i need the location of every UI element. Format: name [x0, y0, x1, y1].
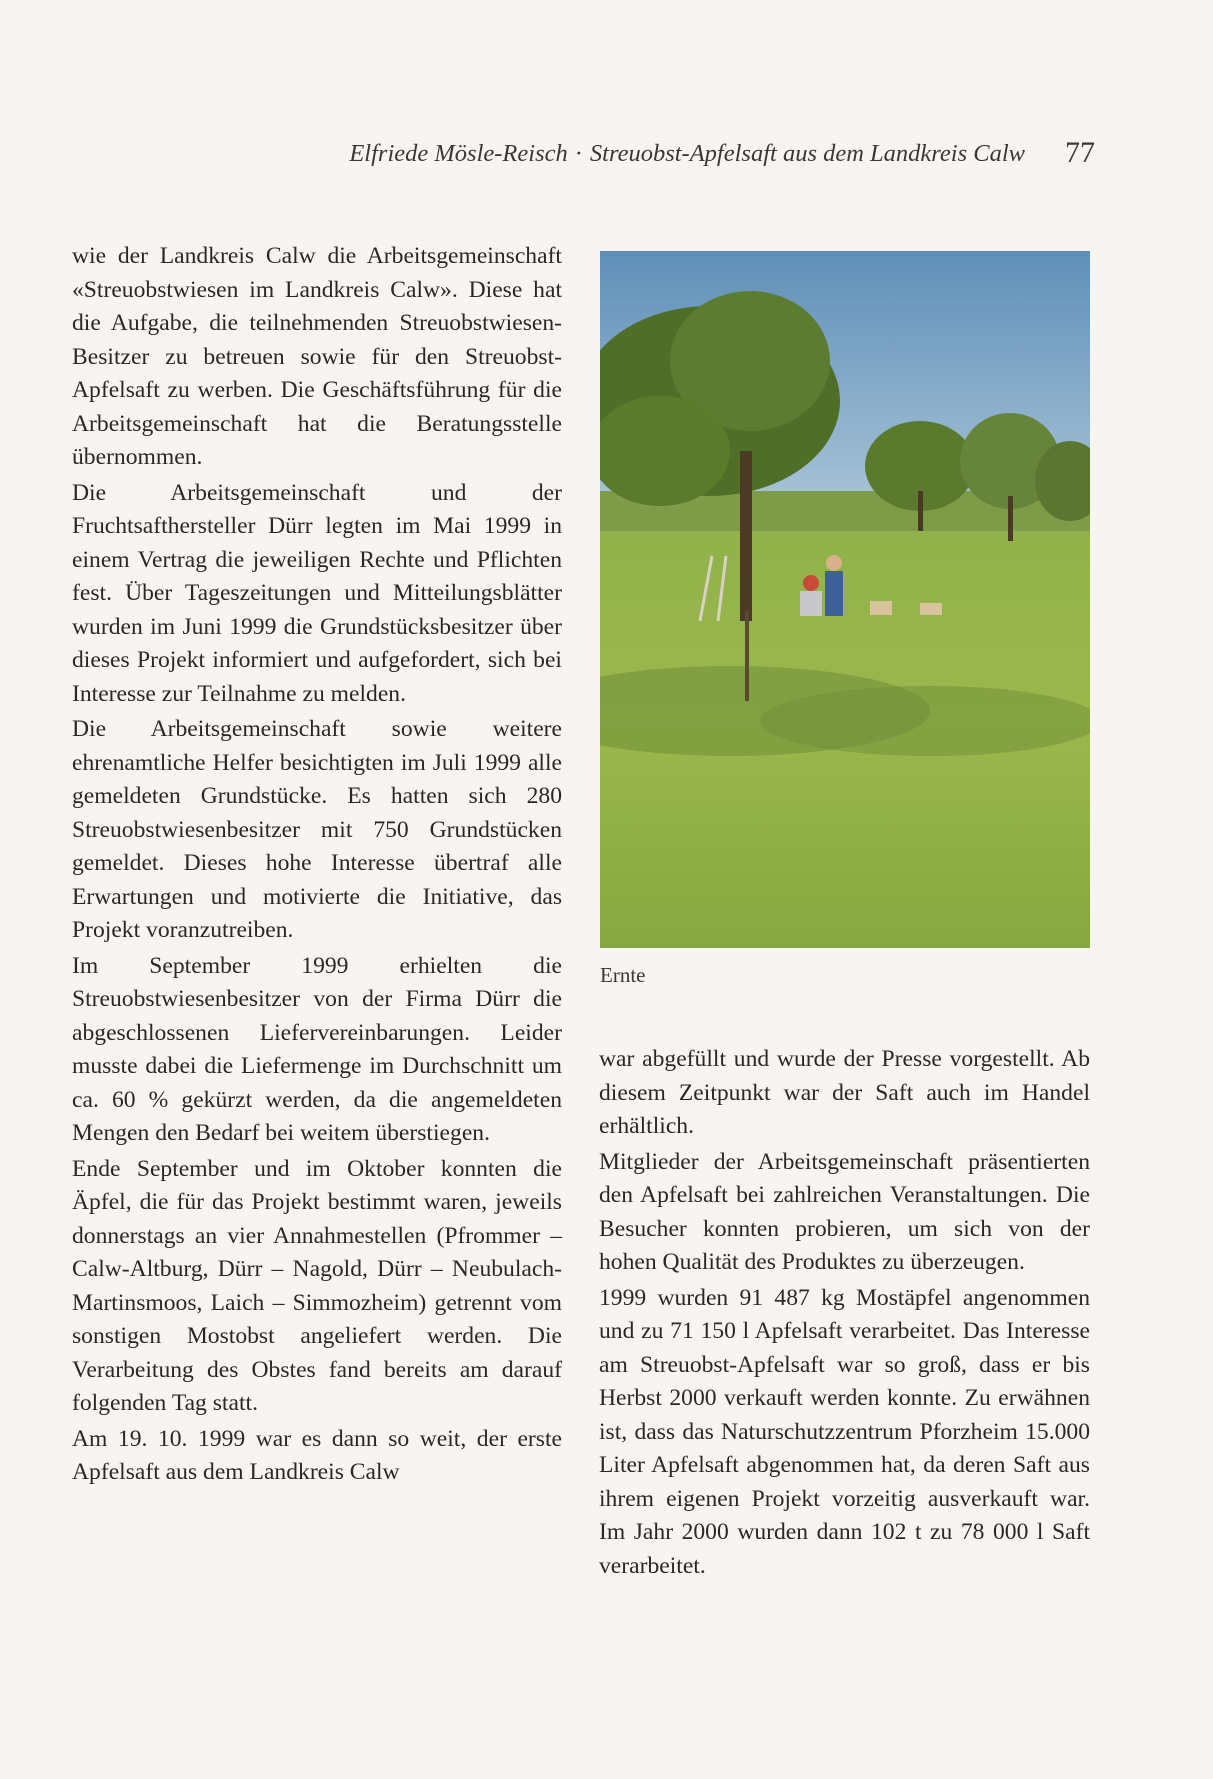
- left-column: [72, 240, 562, 1492]
- paragraph: Im September 1999 erhielten die Streuobstwiesenbesitzer von der Firma Dürr die abgeschlossenen Liefervereinbarungen. Leider musste dabei die Liefermenge im Durchschnitt um ca. 60 % gekürzt werden, da die angemeldeten Mengen den Bedarf bei weitem überstiegen.: [72, 952, 562, 1146]
- paragraph: war abgefüllt und wurde der Presse vorgestellt. Ab diesem Zeitpunkt war der Saft auch im Handel erhältlich.: [599, 1046, 1090, 1139]
- running-title: [349, 140, 1025, 168]
- paragraph: 1999 wurden 91 487 kg Mostäpfel angenommen und zu 71 150 l Apfelsaft verarbeitet. Das Interesse am Streuobst-Apfelsaft war so groß, dass er bis Herbst 2000 verkauft werden konnte. Zu erwähnen ist, dass das Naturschutzzentrum Pforzheim 15.000 Liter Apfelsaft abgenommen hat, da deren Saft aus ihrem eigenen Projekt vorzeitig ausverkauft war. Im Jahr 2000 wurden dann 102 t zu 78 000 l Saft verarbeitet.: [599, 1284, 1090, 1579]
- header-title: Streuobst-Apfelsaft aus dem Landkreis Calw: [589, 140, 1025, 167]
- harvest-photo: [600, 251, 1090, 948]
- orchard-illustration: [600, 251, 1090, 948]
- header-author: Elfriede Mösle-Reisch: [349, 140, 568, 167]
- page-number: 77: [1065, 136, 1095, 169]
- paragraph: Ende September und im Oktober konnten die Äpfel, die für das Projekt bestimmt waren, jeweils donnerstags an vier Annahmestellen (Pfrommer – Calw-Altburg, Dürr – Nagold, Dürr – Neubulach-Martinsmoos, Laich – Simmozheim) getrennt vom sonstigen Mostobst angeliefert werden. Die Verarbeitung des Obstes fand bereits am darauf folgenden Tag statt.: [72, 1155, 562, 1416]
- header-separator: ·: [574, 140, 583, 167]
- paragraph: Die Arbeitsgemeinschaft und der Fruchtsafthersteller Dürr legten im Mai 1999 in einem Vertrag die jeweiligen Rechte und Pflichten fest. Über Tageszeitungen und Mitteilungsblätter wurden im Juni 1999 die Grundstücksbesitzer über dieses Projekt informiert und aufgefordert, sich bei Interesse zur Teilnahme zu melden.: [72, 479, 562, 707]
- right-column: [599, 1043, 1090, 1585]
- paragraph: wie der Landkreis Calw die Arbeitsgemeinschaft «Streuobstwiesen im Landkreis Calw». Diese hat die Aufgabe, die teilnehmenden Streuobstwiesen-Besitzer zu betreuen sowie für den Streuobst-Apfelsaft zu werben. Die Geschäftsführung für die Arbeitsgemeinschaft hat die Beratungsstelle übernommen.: [72, 243, 562, 470]
- figure-caption: Ernte: [600, 963, 646, 987]
- paragraph: Mitglieder der Arbeitsgemeinschaft präsentierten den Apfelsaft bei zahlreichen Veranstaltungen. Die Besucher konnten probieren, um sich von der hohen Qualität des Produktes zu überzeugen.: [599, 1148, 1090, 1275]
- paragraph: Am 19. 10. 1999 war es dann so weit, der erste Apfelsaft aus dem Landkreis Calw: [72, 1425, 562, 1485]
- paragraph: Die Arbeitsgemeinschaft sowie weitere ehrenamtliche Helfer besichtigten im Juli 1999 alle gemeldeten Grundstücke. Es hatten sich 280 Streuobstwiesenbesitzer mit 750 Grundstücken gemeldet. Dieses hohe Interesse übertraf alle Erwartungen und motivierte die Initiative, das Projekt voranzutreiben.: [72, 716, 562, 943]
- running-header: [240, 136, 1095, 172]
